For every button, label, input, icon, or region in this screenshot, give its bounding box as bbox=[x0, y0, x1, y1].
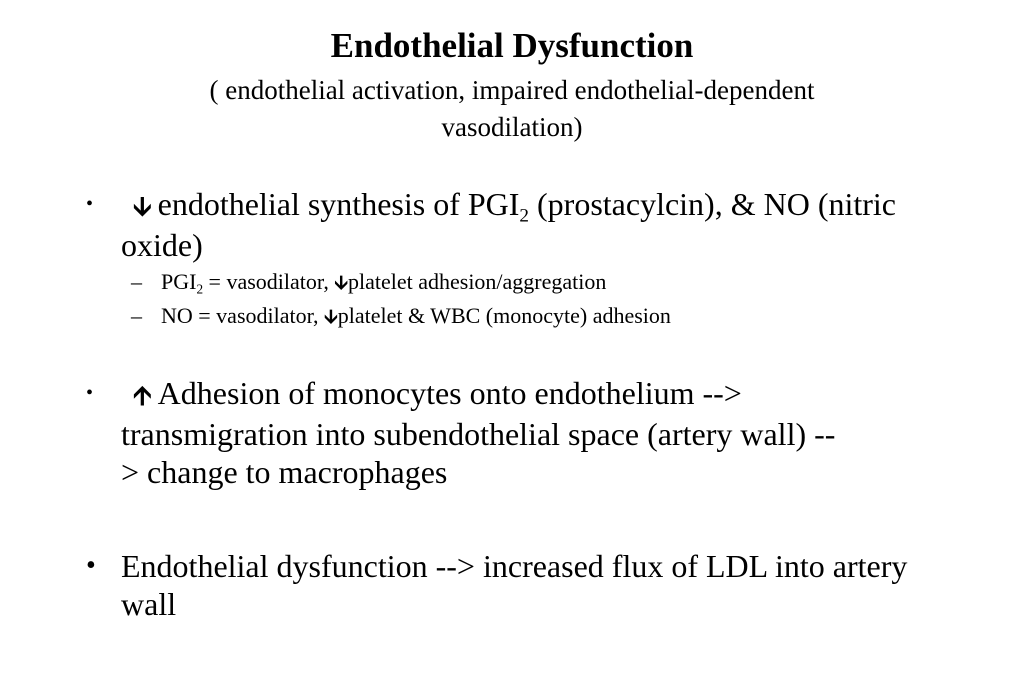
arrow-down-icon: 🡫 bbox=[133, 192, 152, 222]
bullet-text: Adhesion of monocytes onto endothelium --> transmigration into subendothelial space (artery wall) --> change to macrophages bbox=[121, 375, 836, 490]
bullet-text-continued: (prostacylcin), & NO (nitric oxide) bbox=[121, 186, 896, 263]
arrow-up-icon: 🡩 bbox=[133, 381, 152, 411]
dash-marker: – bbox=[131, 303, 142, 328]
bullet-marker: • bbox=[86, 550, 96, 581]
bullet-item-synthesis bbox=[86, 185, 941, 264]
bullet-text: Endothelial dysfunction --> increased flux of LDL into artery wall bbox=[121, 548, 908, 622]
bullet-item-adhesion bbox=[86, 374, 841, 491]
sub-text: NO = vasodilator, bbox=[161, 303, 325, 328]
bullet-text: endothelial synthesis of PGI bbox=[157, 186, 520, 222]
subscript: 2 bbox=[196, 281, 204, 297]
arrow-down-icon: 🡫 bbox=[334, 272, 348, 294]
slide-subtitle: ( endothelial activation, impaired endothelial-dependent vasodilation) bbox=[209, 75, 815, 142]
sub-item-pgi2 bbox=[131, 268, 941, 297]
subscript: 2 bbox=[519, 205, 529, 227]
slide-title: Endothelial Dysfunction bbox=[330, 26, 694, 65]
bullet-item-ldl-flux bbox=[86, 547, 941, 623]
sub-text: PGI bbox=[161, 269, 197, 294]
sub-text-middle: = vasodilator, bbox=[203, 269, 335, 294]
arrow-down-icon: 🡫 bbox=[324, 306, 338, 328]
sub-text-end: platelet & WBC (monocyte) adhesion bbox=[337, 303, 671, 328]
dash-marker: – bbox=[131, 269, 142, 294]
sub-item-no bbox=[131, 302, 941, 331]
sub-text-end: platelet adhesion/aggregation bbox=[347, 269, 607, 294]
bullet-marker: • bbox=[86, 382, 94, 404]
bullet-marker: • bbox=[86, 193, 94, 215]
